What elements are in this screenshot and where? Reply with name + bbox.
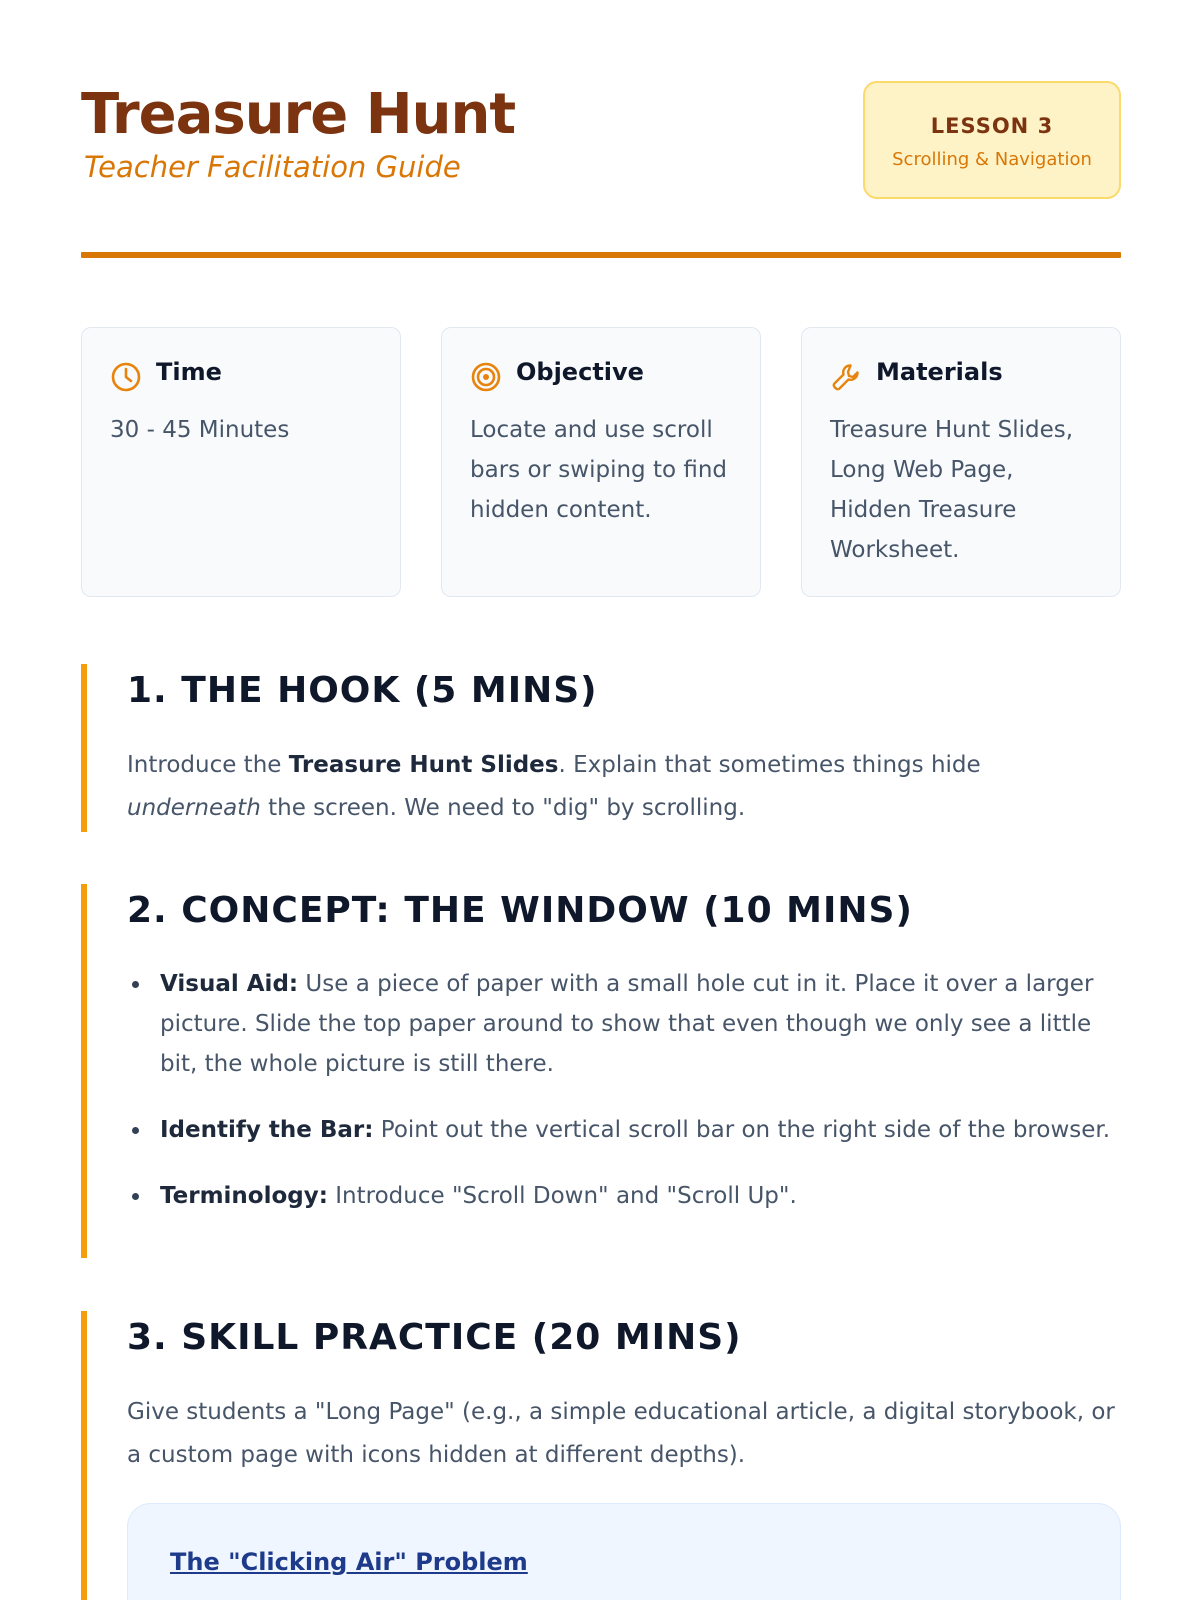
section-heading: 3. SKILL PRACTICE (20 MINS) [127, 1317, 742, 1358]
list-item: Visual Aid: Use a piece of paper with a small hole cut in it. Place it over a larger picture. Slide the top paper around to show that even though we only see a little bit, the whole picture is still there. [127, 964, 1127, 1084]
info-card-time [81, 327, 401, 597]
section-text: Introduce the Treasure Hunt Slides. Explain that sometimes things hide underneath the screen. We need to "dig" by scrolling. [127, 752, 981, 821]
section-concept [81, 884, 1121, 1258]
lesson-guide-page [81, 0, 1121, 1600]
wrench-icon [830, 361, 862, 393]
section-heading: 1. THE HOOK (5 MINS) [127, 670, 598, 711]
section-text: Give students a "Long Page" (e.g., a simple educational article, a digital storybook, or a custom page with icons hidden at different depths). [127, 1399, 1115, 1468]
card-title: Time [156, 358, 222, 386]
list-item: Identify the Bar: Point out the vertical scroll bar on the right side of the browser. [127, 1110, 1127, 1150]
lesson-number: LESSON 3 [930, 114, 1054, 138]
page-subtitle: Teacher Facilitation Guide [84, 150, 461, 184]
card-body: 30 - 45 Minutes [110, 417, 290, 443]
card-title: Materials [876, 358, 1003, 386]
lesson-badge [863, 81, 1121, 199]
clicking-air-problem-link[interactable]: The "Clicking Air" Problem [170, 1548, 528, 1576]
section-heading: 2. CONCEPT: THE WINDOW (10 MINS) [127, 890, 913, 931]
section-hook [81, 664, 1121, 832]
card-title: Objective [516, 358, 644, 386]
concept-bullet-list [127, 964, 1127, 1242]
list-item: Terminology: Introduce "Scroll Down" and "Scroll Up". [127, 1176, 1127, 1216]
info-card-objective [441, 327, 761, 597]
lesson-topic: Scrolling & Navigation [892, 149, 1092, 170]
clock-icon [110, 361, 142, 393]
callout-box [127, 1503, 1121, 1600]
header [81, 78, 1121, 198]
info-card-materials [801, 327, 1121, 597]
page-title: Treasure Hunt [81, 82, 516, 147]
header-divider [81, 252, 1121, 258]
target-icon [470, 361, 502, 393]
card-body: Locate and use scroll bars or swiping to find hidden content. [470, 417, 728, 523]
card-body: Treasure Hunt Slides, Long Web Page, Hidden Treasure Worksheet. [830, 417, 1074, 563]
